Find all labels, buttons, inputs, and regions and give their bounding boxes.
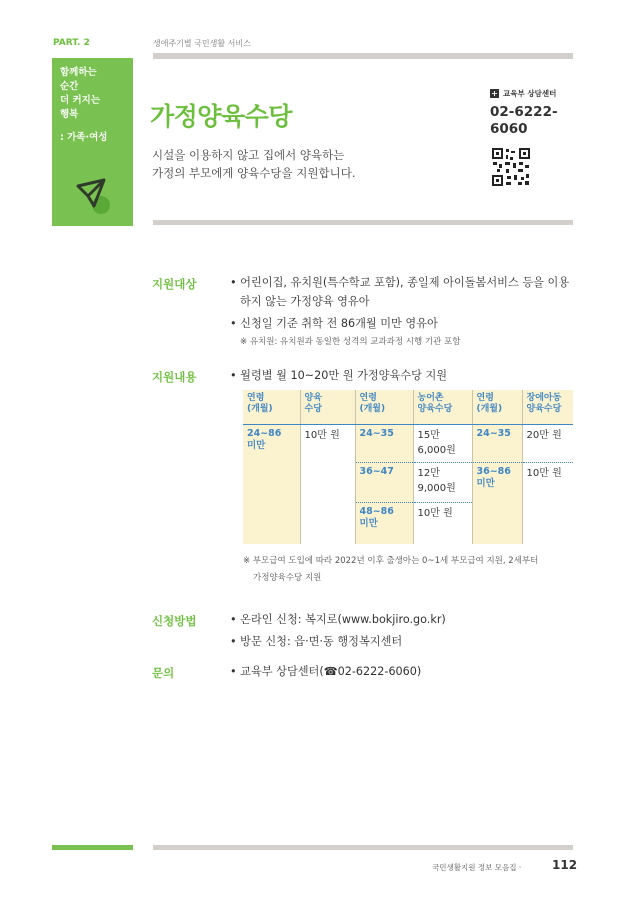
sidebar-line: 행복 (60, 109, 79, 120)
disabled-amount-cell: 10만 원 (522, 462, 573, 544)
target-item: • 어린이집, 유치원(특수학교 포함), 종일제 아이돌봄서비스 등을 이용 (230, 276, 570, 289)
content-item: • 월령별 월 10~20만 원 가정양육수당 지원 (230, 369, 448, 382)
rural-amount-cell: 12만 9,000원 (413, 462, 472, 502)
target-note: ※ 유치원: 유치원과 동일한 성격의 교과과정 시행 기관 포함 (240, 337, 461, 347)
sidebar-category: : 가족·여성 (60, 132, 108, 143)
table-header-cell: 연령 (개월) (355, 390, 413, 424)
disabled-age-cell: 24~35 (472, 424, 522, 462)
plus-icon: + (491, 89, 498, 98)
footer-divider (153, 845, 573, 850)
apply-item: • 온라인 신청: 복지로(www.bokjiro.go.kr) (230, 613, 446, 626)
rural-amount-cell: 15만 6,000원 (413, 424, 472, 462)
footer-accent-bar (52, 845, 133, 850)
section-sidebar (52, 58, 133, 226)
contact-center (490, 88, 556, 99)
contact-center-label: 교육부 상담센터 (503, 89, 557, 98)
rural-age-cell: 24~35 (355, 424, 413, 462)
disabled-age-cell: 36~86 미만 (472, 462, 522, 544)
disabled-amount-cell: 20만 원 (522, 424, 573, 462)
running-title: 생애주기별 국민생활 서비스 (153, 39, 251, 48)
top-divider (153, 53, 573, 59)
phone-line: 02-6222- (490, 104, 558, 120)
target-item: • 신청일 기준 취학 전 86개월 미만 영유아 (230, 317, 438, 330)
inquiry-item: • 교육부 상담센터(☎02-6222-6060) (230, 665, 422, 678)
table-header-cell: 양육 수당 (300, 390, 355, 424)
inquiry-label: 문의 (152, 666, 175, 680)
qr-code-icon[interactable] (491, 147, 531, 187)
general-amount-cell: 10만 원 (300, 424, 355, 544)
service-title: 가정양육수당 (150, 102, 292, 131)
table-row (243, 424, 573, 462)
target-label: 지원대상 (152, 277, 197, 291)
table-note-line: ※ 부모급여 도입에 따라 2022년 이후 출생아는 0~1세 부모급여 지원, 2세부터 (243, 556, 539, 566)
footer-title: 국민생활지원 정보 모음집 · (432, 863, 522, 872)
table-header-cell: 농어촌 양육수당 (413, 390, 472, 424)
rural-age-cell: 48~86 미만 (355, 502, 413, 544)
sidebar-line: 순간 (60, 81, 79, 92)
sidebar-line: 함께하는 (60, 67, 97, 78)
description-line: 가정의 부모에게 양육수당을 지원합니다. (152, 166, 356, 180)
page-number: 112 (552, 858, 578, 872)
apply-item: • 방문 신청: 읍·면·동 행정복지센터 (230, 635, 403, 648)
section-divider (153, 220, 573, 225)
general-age-cell: 24~86 미만 (247, 427, 282, 451)
table-header-cell: 연령 (개월) (243, 390, 300, 424)
phone-line: 6060 (490, 121, 528, 137)
table-header-cell: 장애아동 양육수당 (522, 390, 573, 424)
table-note-line: 가정양육수당 지원 (253, 573, 322, 583)
rural-amount-cell: 10만 원 (413, 502, 472, 544)
table-header-cell: 연령 (개월) (472, 390, 522, 424)
description-line: 시설을 이용하지 않고 집에서 양육하는 (152, 148, 345, 162)
sidebar-line: 더 커지는 (60, 95, 101, 106)
paper-plane-icon (68, 172, 112, 216)
contact-phone (490, 104, 558, 138)
service-description (152, 146, 452, 182)
allowance-table (243, 390, 573, 544)
part-label: PART. 2 (53, 38, 90, 48)
content-label: 지원내용 (152, 370, 197, 384)
table-note (243, 553, 578, 587)
apply-label: 신청방법 (152, 614, 197, 628)
table-header-row (243, 390, 573, 424)
target-item-continued: 하지 않는 가정양육 영유아 (240, 295, 370, 308)
rural-age-cell: 36~47 (355, 462, 413, 502)
